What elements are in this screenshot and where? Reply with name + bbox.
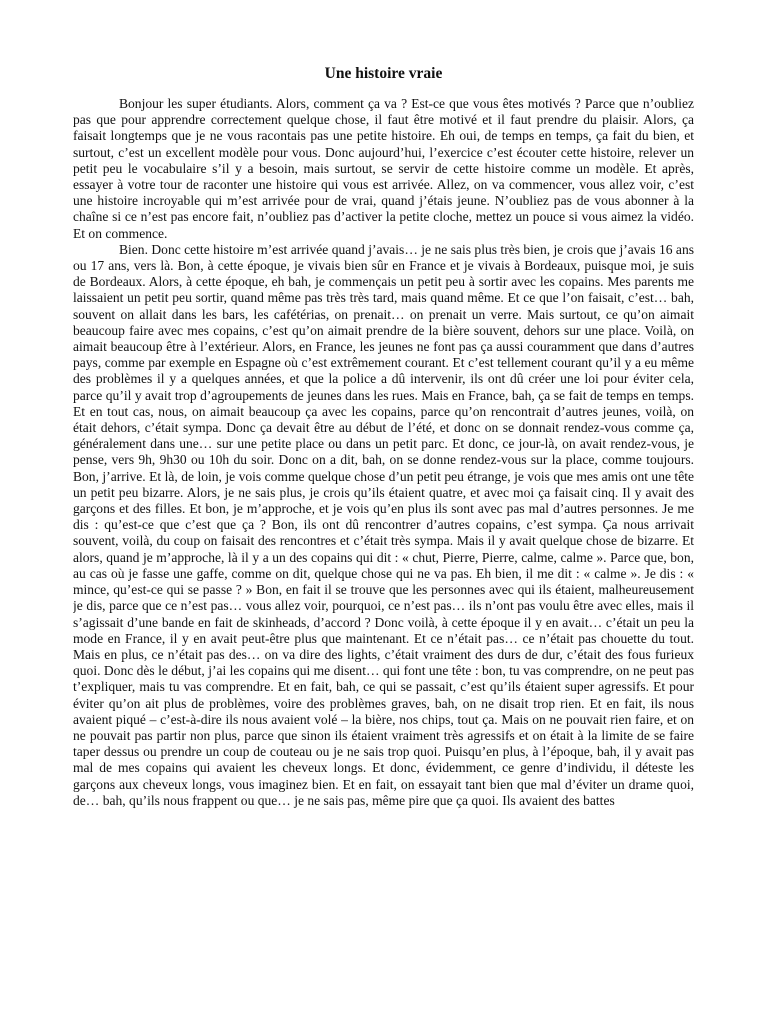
paragraph-story: Bien. Donc cette histoire m’est arrivée quand j’avais… je ne sais plus très bien, je crois que j’avais 16 ans ou 17 ans, vers là. Bon, à cette époque, je vivais bien sûr en France et je vivais à Bordeaux, puisque moi, je suis de Bordeaux. Alors, à cette époque, eh bah, je commençais un petit peu à sortir avec les copains. Mes parents me laissaient un petit peu sortir, quand même pas très très tard, mais quand même. Et ce que l’on faisait, c’est… bah, souvent on allait dans les bars, les cafétérias, on prenait… on prenait un verre. Mais surtout, ce qu’on aimait beaucoup faire avec mes copains, c’est qu’on aimait prendre de la bière souvent, dehors sur une place. Voilà, on aimait beaucoup être à l’extérieur. Alors, en France, les jeunes ne font pas ça aussi couramment que dans d’autres pays, comme par exemple en Espagne où c’est extrêmement courant. Et c’est tellement courant qu’il y a eu même des problèmes il y a quelques années, et que la police a dû intervenir, ils ont dû créer une loi pour éviter cela, parce qu’il y avait trop d’agroupements de jeunes dans les rues. Mais en France, bah, ça se fait de temps en temps. Et en tout cas, nous, on aimait beaucoup ça avec les copains, parce qu’on rencontrait d’autres jeunes, voilà, on était dehors, c’était sympa. Donc ça devait être au début de l’été, et donc on se donnait rendez-vous comme ça, généralement dans une… sur une petite place ou dans un petit parc. Et donc, ce jour-là, on avait rendez-vous, je pense, vers 9h, 9h30 ou 10h du soir. Donc on a dit, bah, on se donne rendez-vous sur la place, comme toujours. Bon, j’arrive. Et là, de loin, je vois comme quelque chose d’un petit peu étrange, je vois que mes amis ont une tête un petit peu bizarre. Alors, je ne sais plus, je crois qu’ils étaient quatre, et avec moi ça faisait cinq. Il y avait des garçons et des filles. Et bon, je m’approche, et je vois qu’en plus ils sont avec pas mal d’autres personnes. Je me dis : qu’est-ce que c’est que ça ? Bon, ils ont dû rencontrer d’autres copains, c’est sympa. Ça nous arrivait souvent, voilà, du coup on faisait des rencontres et c’était très sympa. Mais il y avait quelque chose de bizarre. Et alors, quand je m’approche, là il y a un des copains qui dit : « chut, Pierre, Pierre, calme, calme ». Parce que, bon, au cas où je fasse une gaffe, comme on dit, quelque chose qui ne va pas. Eh bien, il me dit : « calme ». Je dis : « mince, qu’est-ce qui se passe ? » Bon, en fait il se trouve que les personnes avec qui ils étaient, malheureusement je dis, parce que ce n’est pas… vous allez voir, pourquoi, ce n’est pas… ils n’ont pas voulu être avec elles, mais il s’agissait d’une bande en fait de skinheads, d’accord ? Donc voilà, à cette époque il y en avait… c’était un peu la mode en France, il y en avait peut-être plus que maintenant. Et ce n’était pas… ce n’était pas chouette du tout. Mais en plus, ce n’était pas des… on va dire des lights, c’était vraiment des durs de dur, c’était des fous furieux quoi. Donc dès le début, j’ai les copains qui me disent… qui font une tête : bon, tu vas comprendre, on ne peut pas t’expliquer, mais tu vas comprendre. Et en fait, bah, ce qui se passait, c’est qu’ils étaient super agressifs. Et pour éviter qu’on ait plus de problèmes, voire des problèmes graves, bah, on ne disait trop rien. Et en fait, ils nous avaient piqué – c’est-à-dire ils nous avaient volé – la bière, nos chips, tout ça. Mais on ne pouvait rien faire, et on ne pouvait pas partir non plus, parce que sinon ils étaient vraiment très agressifs et on était à la limite de se faire taper dessus ou prendre un coup de couteau ou je ne sais trop quoi. Puisqu’en plus, à l’époque, bah, il y avait pas mal de mes copains qui avaient les cheveux longs. Et donc, évidemment, ce genre d’individu, il déteste les garçons aux cheveux longs, vous imaginez bien. Et en fait, on essayait tant bien que mal d’éviter un drame quoi, de… bah, qu’ils nous frappent ou que… je ne sais pas, même pire que ça quoi. Ils avaient des battes [73, 241, 694, 808]
paragraph-intro: Bonjour les super étudiants. Alors, comment ça va ? Est-ce que vous êtes motivés ? Parce que n’oubliez pas que pour apprendre correctement quelque chose, il faut être motivé et il faut prendre du plaisir. Alors, ça faisait longtemps que je ne vous racontais pas une petite histoire. Eh oui, de temps en temps, ça fait du bien, et surtout, c’est un excellent modèle pour vous. Donc aujourd’hui, l’exercice c’est écouter cette histoire, relever un petit peu le vocabulaire s’il y a besoin, mais surtout, se servir de cette histoire comme un modèle. Et après, essayer à votre tour de raconter une histoire qui vous est arrivée. Allez, on va commencer, vous allez voir, c’est une histoire incroyable qui m’est arrivée pour de vrai, quand j’étais jeune. N’oubliez pas de vous abonner à la chaîne si ce n’est pas encore fait, n’oubliez pas d’activer la petite cloche, mettez un pouce si vous aimez la vidéo. Et on commence. [73, 96, 694, 241]
document-title: Une histoire vraie [324, 65, 443, 82]
document-page [73, 64, 694, 1024]
